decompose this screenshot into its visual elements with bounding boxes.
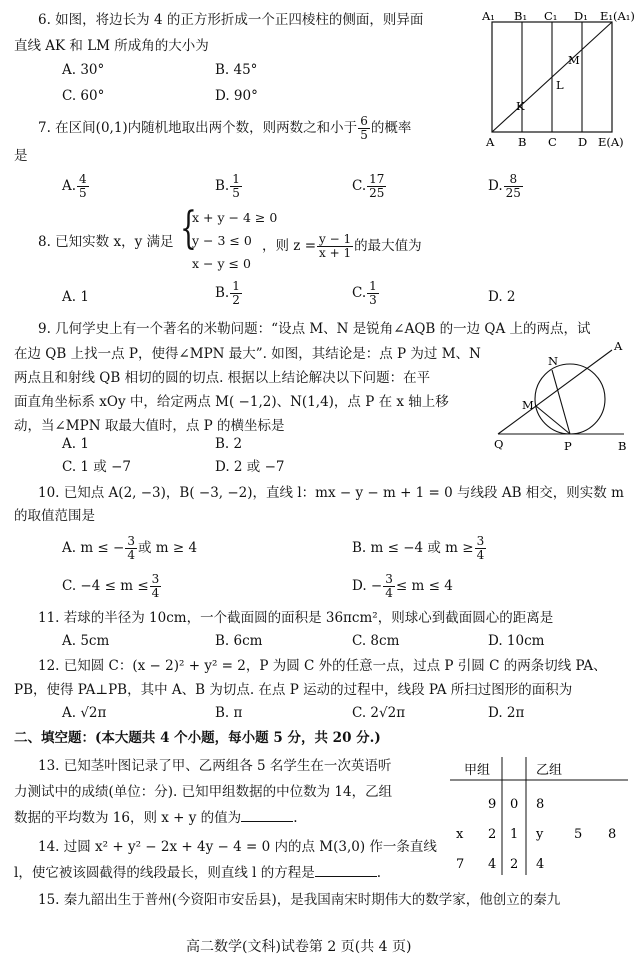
stem-r1: 1: [510, 827, 519, 842]
stem-r2: 2: [510, 857, 519, 872]
q10-line2: 的取值范围是: [14, 508, 95, 524]
fig6-label-b: B: [518, 135, 527, 149]
q13-line3: 数据的平均数为 16，则 x + y 的值为 .: [14, 810, 298, 826]
fig6-label-k: K: [516, 99, 525, 113]
q10-line1: 10. 已知点 A(2, −3)，B( −3, −2)，直线 l：mx − y − m + 1 = 0 与线段 AB 相交，则实数 m: [38, 485, 624, 501]
leaf-left-r2-0: 7: [456, 857, 465, 872]
q9-option-d: D. 2 或 −7: [215, 459, 285, 475]
q9-option-c: C. 1 或 −7: [62, 459, 132, 475]
q6-option-d: D. 90°: [215, 88, 258, 104]
q13-line1: 13. 已知茎叶图记录了甲、乙两组各 5 名学生在一次英语听: [38, 758, 392, 774]
fig9-label-a: A: [614, 339, 623, 353]
q13-answer-blank: [241, 809, 293, 822]
q12-option-b: B. π: [215, 705, 243, 721]
fig9-label-q: Q: [494, 437, 504, 451]
leaf-left-r0-0: 9: [488, 797, 497, 812]
stem-header-left: 甲组: [464, 763, 491, 778]
fig6-label-e: E(A): [598, 135, 624, 149]
section2-heading: 二、填空题：(本大题共 4 个小题，每小题 5 分，共 20 分.): [14, 730, 381, 746]
q8-option-d: D. 2: [488, 289, 516, 305]
leaf-left-r1-0: x: [456, 827, 464, 842]
fig9-label-p: P: [564, 439, 572, 453]
leaf-right-r1-1: 5: [574, 827, 583, 842]
q9-line2: 在边 QB 上找一点 P，使得∠MPN 最大”. 如图，其结论是：点 P 为过 M、N: [14, 346, 481, 362]
fig9-label-n: N: [548, 354, 559, 368]
q8-option-c: C. $\frac{1}{3}$: [352, 279, 377, 307]
q12-line1: 12. 已知圆 C：(x − 2)² + y² = 2，P 为圆 C 外的任意一点，过点 P 引圆 C 的两条切线 PA、: [38, 658, 607, 674]
q10-option-c: C. −4 ≤ m ≤ $\frac{3}{4}$: [62, 572, 160, 600]
fig6-label-c1: C₁: [544, 9, 558, 23]
q10-option-b: B. m ≤ −4 或 m ≥ $\frac{3}{4}$: [352, 534, 485, 562]
q8-cond-3: x − y ≤ 0: [192, 256, 251, 271]
q11-option-b: B. 6cm: [215, 633, 263, 649]
fig6-label-b1: B₁: [514, 9, 528, 23]
fig6-label-d1: D₁: [574, 9, 588, 23]
q8-option-b: B. $\frac{1}{2}$: [215, 279, 240, 307]
q14-line2: l，使它被该圆截得的线段最长，则直线 l 的方程是 .: [14, 865, 382, 881]
fig6-label-m: M: [568, 53, 580, 67]
q10-option-a: A. m ≤ − $\frac{3}{4}$ 或 m ≥ 4: [62, 534, 198, 562]
q12-option-c: C. 2√2π: [352, 705, 406, 721]
q14-answer-blank: [315, 864, 377, 877]
fig6-label-l: L: [556, 78, 564, 92]
q9-line5: 动，当∠MPN 取最大值时，点 P 的横坐标是: [14, 418, 285, 434]
q7-option-c: C. $\frac{17}{25}$: [352, 172, 385, 200]
q7-option-a: A. $\frac{4}{5}$: [62, 172, 87, 200]
q11-line1: 11. 若球的半径为 10cm，一个截面圆的面积是 36πcm²，则球心到截面圆心的距离是: [38, 610, 554, 626]
fig6-label-c: C: [548, 135, 557, 149]
fig6-label-d: D: [578, 135, 588, 149]
page-footer: 高二数学(文科)试卷第 2 页(共 4 页): [186, 939, 412, 955]
leaf-right-r2-0: 4: [536, 857, 545, 872]
q6-line2: 直线 AK 和 LM 所成角的大小为: [14, 38, 209, 54]
q8-cond-2: y − 3 ≤ 0: [192, 233, 252, 248]
q12-option-d: D. 2π: [488, 705, 525, 721]
q11-option-c: C. 8cm: [352, 633, 400, 649]
q7-line2: 是: [14, 148, 28, 164]
q8-cond-1: x + y − 4 ≥ 0: [192, 210, 278, 225]
q8-brace: {: [180, 203, 197, 254]
leaf-right-r1-2: 8: [608, 827, 617, 842]
q12-option-a: A. √2π: [62, 705, 107, 721]
q9-line4: 面直角坐标系 xOy 中，给定两点 M( −1,2)、N(1,4)，点 P 在 x 轴上移: [14, 394, 449, 410]
q8-option-a: A. 1: [62, 289, 89, 305]
q10-option-d: D. − $\frac{3}{4}$ ≤ m ≤ 4: [352, 572, 453, 600]
q7-option-d: D. $\frac{8}{25}$: [488, 172, 521, 200]
q9-line3: 两点且和射线 QB 相切的圆的切点. 根据以上结论解决以下问题：在平: [14, 370, 431, 386]
fig9-label-b: B: [618, 439, 627, 453]
fig6-label-e1: E₁(A₁): [600, 9, 635, 23]
q6-prism-figure: [478, 8, 636, 150]
leaf-left-r2-1: 4: [488, 857, 497, 872]
q6-option-a: A. 30°: [62, 62, 105, 78]
fig9-label-m: M: [522, 398, 534, 412]
stem-header-right: 乙组: [536, 763, 563, 778]
leaf-left-r1-1: 2: [488, 827, 497, 842]
q9-option-b: B. 2: [215, 436, 243, 452]
stem-r0: 0: [510, 797, 519, 812]
q15-line1: 15. 秦九韶出生于普州(今资阳市安岳县)，是我国南宋时期伟大的数学家，他创立的秦九: [38, 892, 561, 908]
fig6-label-a1: A₁: [482, 9, 495, 23]
q11-option-a: A. 5cm: [62, 633, 110, 649]
q6-line1: 6. 如图，将边长为 4 的正方形折成一个正四棱柱的侧面，则异面: [38, 12, 424, 28]
q7-line1: 7. 在区间(0,1)内随机地取出两个数，则两数之和小于 $\frac{6}{5}$ 的概率: [38, 114, 412, 142]
q11-option-d: D. 10cm: [488, 633, 545, 649]
fig6-label-a: A: [486, 135, 495, 149]
q12-line2: PB，使得 PA⊥PB，其中 A、B 为切点. 在点 P 运动的过程中，线段 PA 所扫过图形的面积为: [14, 682, 573, 698]
q13-stem-leaf-plot: [450, 757, 630, 877]
q13-line2: 力测试中的成绩(单位：分). 已知甲组数据的中位数为 14，乙组: [14, 784, 393, 800]
q7-option-b: B. $\frac{1}{5}$: [215, 172, 240, 200]
q9-line1: 9. 几何学史上有一个著名的米勒问题：“设点 M、N 是锐角∠AQB 的一边 QA 上的两点，试: [38, 321, 591, 337]
q14-line1: 14. 过圆 x² + y² − 2x + 4y − 4 = 0 内的点 M(3,0) 作一条直线: [38, 839, 437, 855]
q6-option-b: B. 45°: [215, 62, 258, 78]
leaf-right-r1-0: y: [536, 827, 544, 842]
q6-option-c: C. 60°: [62, 88, 105, 104]
q9-option-a: A. 1: [62, 436, 89, 452]
q9-miller-figure: [490, 338, 634, 456]
q8-pre: 8. 已知实数 x，y 满足: [38, 234, 174, 250]
leaf-right-r0-0: 8: [536, 797, 545, 812]
q8-target: ，则 z = $\frac{y - 1}{x + 1}$ 的最大值为: [262, 232, 422, 260]
